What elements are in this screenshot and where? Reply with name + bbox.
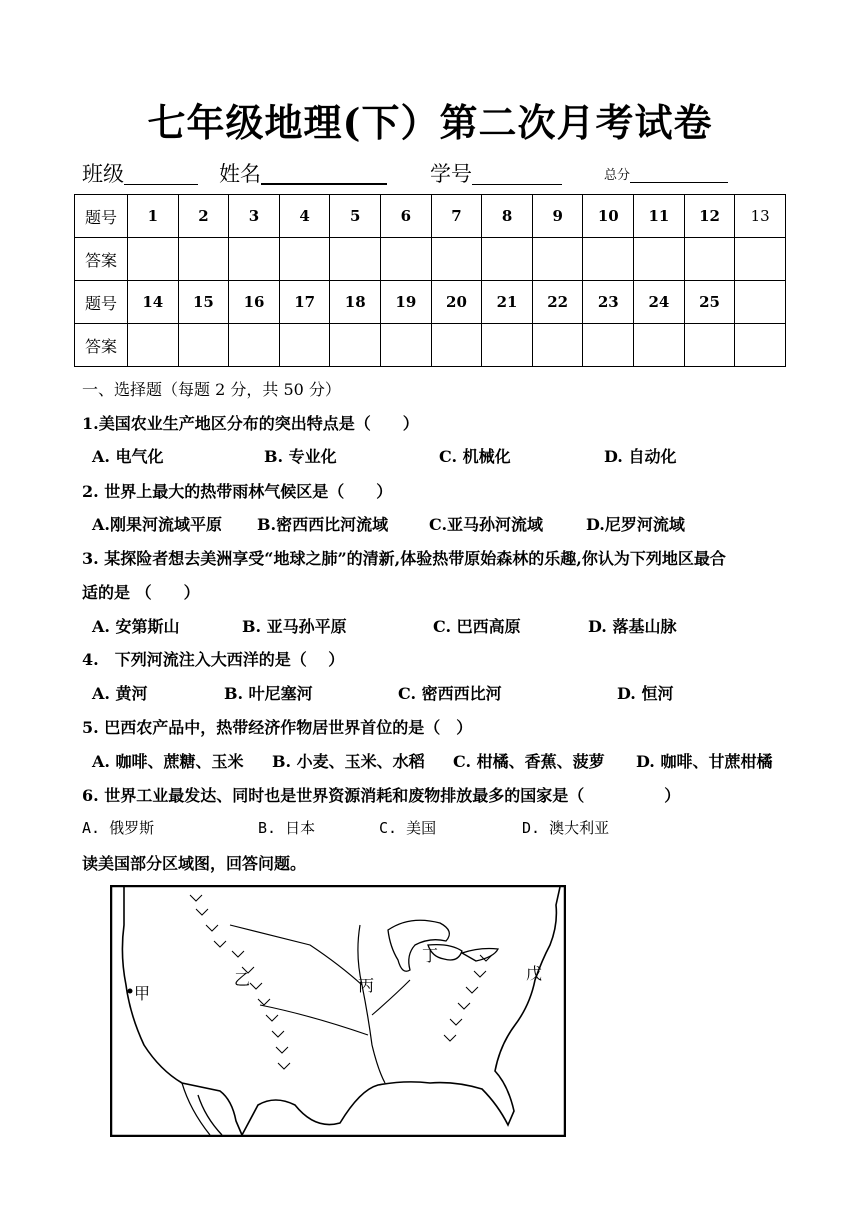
question-number: 19 bbox=[381, 281, 432, 324]
answer-cell[interactable] bbox=[431, 324, 482, 367]
answer-cell[interactable] bbox=[178, 238, 229, 281]
option[interactable]: C. 机械化 bbox=[439, 447, 511, 466]
question-stem-6: 6. 世界工业最发达、同时也是世界资源消耗和废物排放最多的国家是（ ） bbox=[82, 786, 681, 805]
name-field[interactable] bbox=[219, 158, 387, 188]
map-label-jia: 甲 bbox=[134, 984, 151, 1003]
map-drawing bbox=[110, 885, 566, 1137]
option[interactable]: C. 巴西高原 bbox=[433, 617, 521, 636]
answer-cell[interactable] bbox=[482, 324, 533, 367]
option[interactable]: D. 落基山脉 bbox=[588, 617, 677, 636]
question-stem-5: 5. 巴西农产品中，热带经济作物居世界首位的是（ ） bbox=[82, 718, 473, 737]
question-number: 16 bbox=[229, 281, 280, 324]
question-number: 9 bbox=[532, 195, 583, 238]
question-number: 23 bbox=[583, 281, 634, 324]
map-label-bing: 丙 bbox=[358, 976, 375, 995]
question-number: 12 bbox=[684, 195, 735, 238]
answer-cell[interactable] bbox=[583, 238, 634, 281]
answer-cell[interactable] bbox=[532, 324, 583, 367]
table-row bbox=[75, 324, 786, 367]
map-intro: 读美国部分区域图，回答问题。 bbox=[82, 854, 307, 873]
option[interactable]: A. 安第斯山 bbox=[92, 617, 180, 636]
total-score-label: 总分 bbox=[604, 168, 631, 183]
table-row bbox=[75, 238, 786, 281]
answer-cell[interactable] bbox=[128, 238, 179, 281]
answer-cell[interactable] bbox=[735, 324, 786, 367]
question-number: 18 bbox=[330, 281, 381, 324]
question-number: 25 bbox=[684, 281, 735, 324]
options-6 bbox=[82, 817, 782, 841]
option[interactable]: B. 日本 bbox=[258, 819, 316, 837]
option[interactable]: A. 电气化 bbox=[92, 447, 164, 466]
question-number: 17 bbox=[279, 281, 330, 324]
question-number: 13 bbox=[735, 195, 786, 238]
table-row bbox=[75, 281, 786, 324]
question-number: 11 bbox=[634, 195, 685, 238]
option[interactable]: B. 叶尼塞河 bbox=[224, 684, 313, 703]
question-stem-1: 1.美国农业生产地区分布的突出特点是（ ） bbox=[82, 414, 419, 433]
question-number: 1 bbox=[128, 195, 179, 238]
answer-cell[interactable] bbox=[381, 324, 432, 367]
map-label-wu: 戊 bbox=[526, 964, 543, 983]
option[interactable]: A. 咖啡、蔗糖、玉米 bbox=[92, 752, 244, 771]
question-number bbox=[735, 281, 786, 324]
student-id-label: 学号 bbox=[430, 162, 472, 186]
answer-cell[interactable] bbox=[431, 238, 482, 281]
answer-cell[interactable] bbox=[532, 238, 583, 281]
class-label: 班级 bbox=[82, 162, 124, 186]
student-id-field[interactable] bbox=[430, 158, 562, 188]
option[interactable]: D. 咖啡、甘蔗柑橘 bbox=[636, 752, 773, 771]
question-number: 21 bbox=[482, 281, 533, 324]
page-title: 七年级地理(下）第二次月考试卷 bbox=[147, 100, 713, 145]
options-1 bbox=[82, 444, 782, 468]
answer-cell[interactable] bbox=[482, 238, 533, 281]
usa-region-map bbox=[110, 885, 566, 1137]
question-number: 15 bbox=[178, 281, 229, 324]
question-number: 6 bbox=[381, 195, 432, 238]
question-stem-3-cont: 适的是 （ ） bbox=[82, 583, 200, 602]
map-label-yi: 乙 bbox=[234, 970, 251, 989]
option[interactable]: C. 密西西比河 bbox=[398, 684, 502, 703]
answer-cell[interactable] bbox=[381, 238, 432, 281]
answer-cell[interactable] bbox=[229, 324, 280, 367]
answer-cell[interactable] bbox=[229, 238, 280, 281]
answer-cell[interactable] bbox=[128, 324, 179, 367]
answer-cell[interactable] bbox=[735, 238, 786, 281]
question-number: 8 bbox=[482, 195, 533, 238]
answer-cell[interactable] bbox=[330, 324, 381, 367]
row-label: 答案 bbox=[75, 238, 128, 281]
answer-cell[interactable] bbox=[634, 238, 685, 281]
question-number: 5 bbox=[330, 195, 381, 238]
option[interactable]: B.密西西比河流域 bbox=[257, 515, 389, 534]
table-row bbox=[75, 195, 786, 238]
options-5 bbox=[82, 749, 782, 773]
answer-cell[interactable] bbox=[684, 238, 735, 281]
answer-cell[interactable] bbox=[279, 324, 330, 367]
question-number: 2 bbox=[178, 195, 229, 238]
option[interactable]: A. 俄罗斯 bbox=[82, 819, 155, 837]
row-label: 答案 bbox=[75, 324, 128, 367]
row-label: 题号 bbox=[75, 281, 128, 324]
option[interactable]: D.尼罗河流域 bbox=[586, 515, 685, 534]
question-stem-4: 4. 下列河流注入大西洋的是（ ） bbox=[82, 650, 345, 669]
option[interactable]: C. 柑橘、香蕉、菠萝 bbox=[453, 752, 605, 771]
student-info-line bbox=[82, 158, 782, 188]
answer-cell[interactable] bbox=[178, 324, 229, 367]
answer-cell[interactable] bbox=[634, 324, 685, 367]
options-4 bbox=[82, 681, 782, 705]
option[interactable]: B. 亚马孙平原 bbox=[242, 617, 347, 636]
option[interactable]: D. 澳大利亚 bbox=[522, 819, 610, 837]
question-number: 14 bbox=[128, 281, 179, 324]
option[interactable]: C. 美国 bbox=[379, 819, 437, 837]
question-number: 3 bbox=[229, 195, 280, 238]
option[interactable]: D. 恒河 bbox=[617, 684, 674, 703]
option[interactable]: B. 专业化 bbox=[264, 447, 337, 466]
class-field[interactable] bbox=[82, 158, 198, 188]
question-number: 22 bbox=[532, 281, 583, 324]
question-number: 10 bbox=[583, 195, 634, 238]
answer-table bbox=[74, 194, 786, 367]
question-number: 7 bbox=[431, 195, 482, 238]
options-2 bbox=[82, 512, 782, 536]
answer-cell[interactable] bbox=[279, 238, 330, 281]
name-label: 姓名 bbox=[219, 162, 261, 186]
section-heading: 一、选择题（每题 2 分，共 50 分） bbox=[82, 380, 341, 399]
question-number: 24 bbox=[634, 281, 685, 324]
option[interactable]: A.刚果河流域平原 bbox=[92, 515, 222, 534]
question-stem-3: 3. 某探险者想去美洲享受“地球之肺”的清新,体验热带原始森林的乐趣,你认为下列地区最合 bbox=[82, 549, 726, 568]
answer-cell[interactable] bbox=[684, 324, 735, 367]
option[interactable]: A. 黄河 bbox=[92, 684, 148, 703]
options-3 bbox=[82, 614, 782, 638]
answer-cell[interactable] bbox=[330, 238, 381, 281]
question-stem-2: 2. 世界上最大的热带雨林气候区是（ ） bbox=[82, 482, 393, 501]
option[interactable]: C.亚马孙河流域 bbox=[429, 515, 544, 534]
row-label: 题号 bbox=[75, 195, 128, 238]
option[interactable]: D. 自动化 bbox=[604, 447, 677, 466]
question-number: 4 bbox=[279, 195, 330, 238]
option[interactable]: B. 小麦、玉米、水稻 bbox=[272, 752, 425, 771]
map-label-ding: 丁 bbox=[422, 946, 439, 965]
answer-cell[interactable] bbox=[583, 324, 634, 367]
question-number: 20 bbox=[431, 281, 482, 324]
total-score-field[interactable] bbox=[604, 164, 728, 183]
